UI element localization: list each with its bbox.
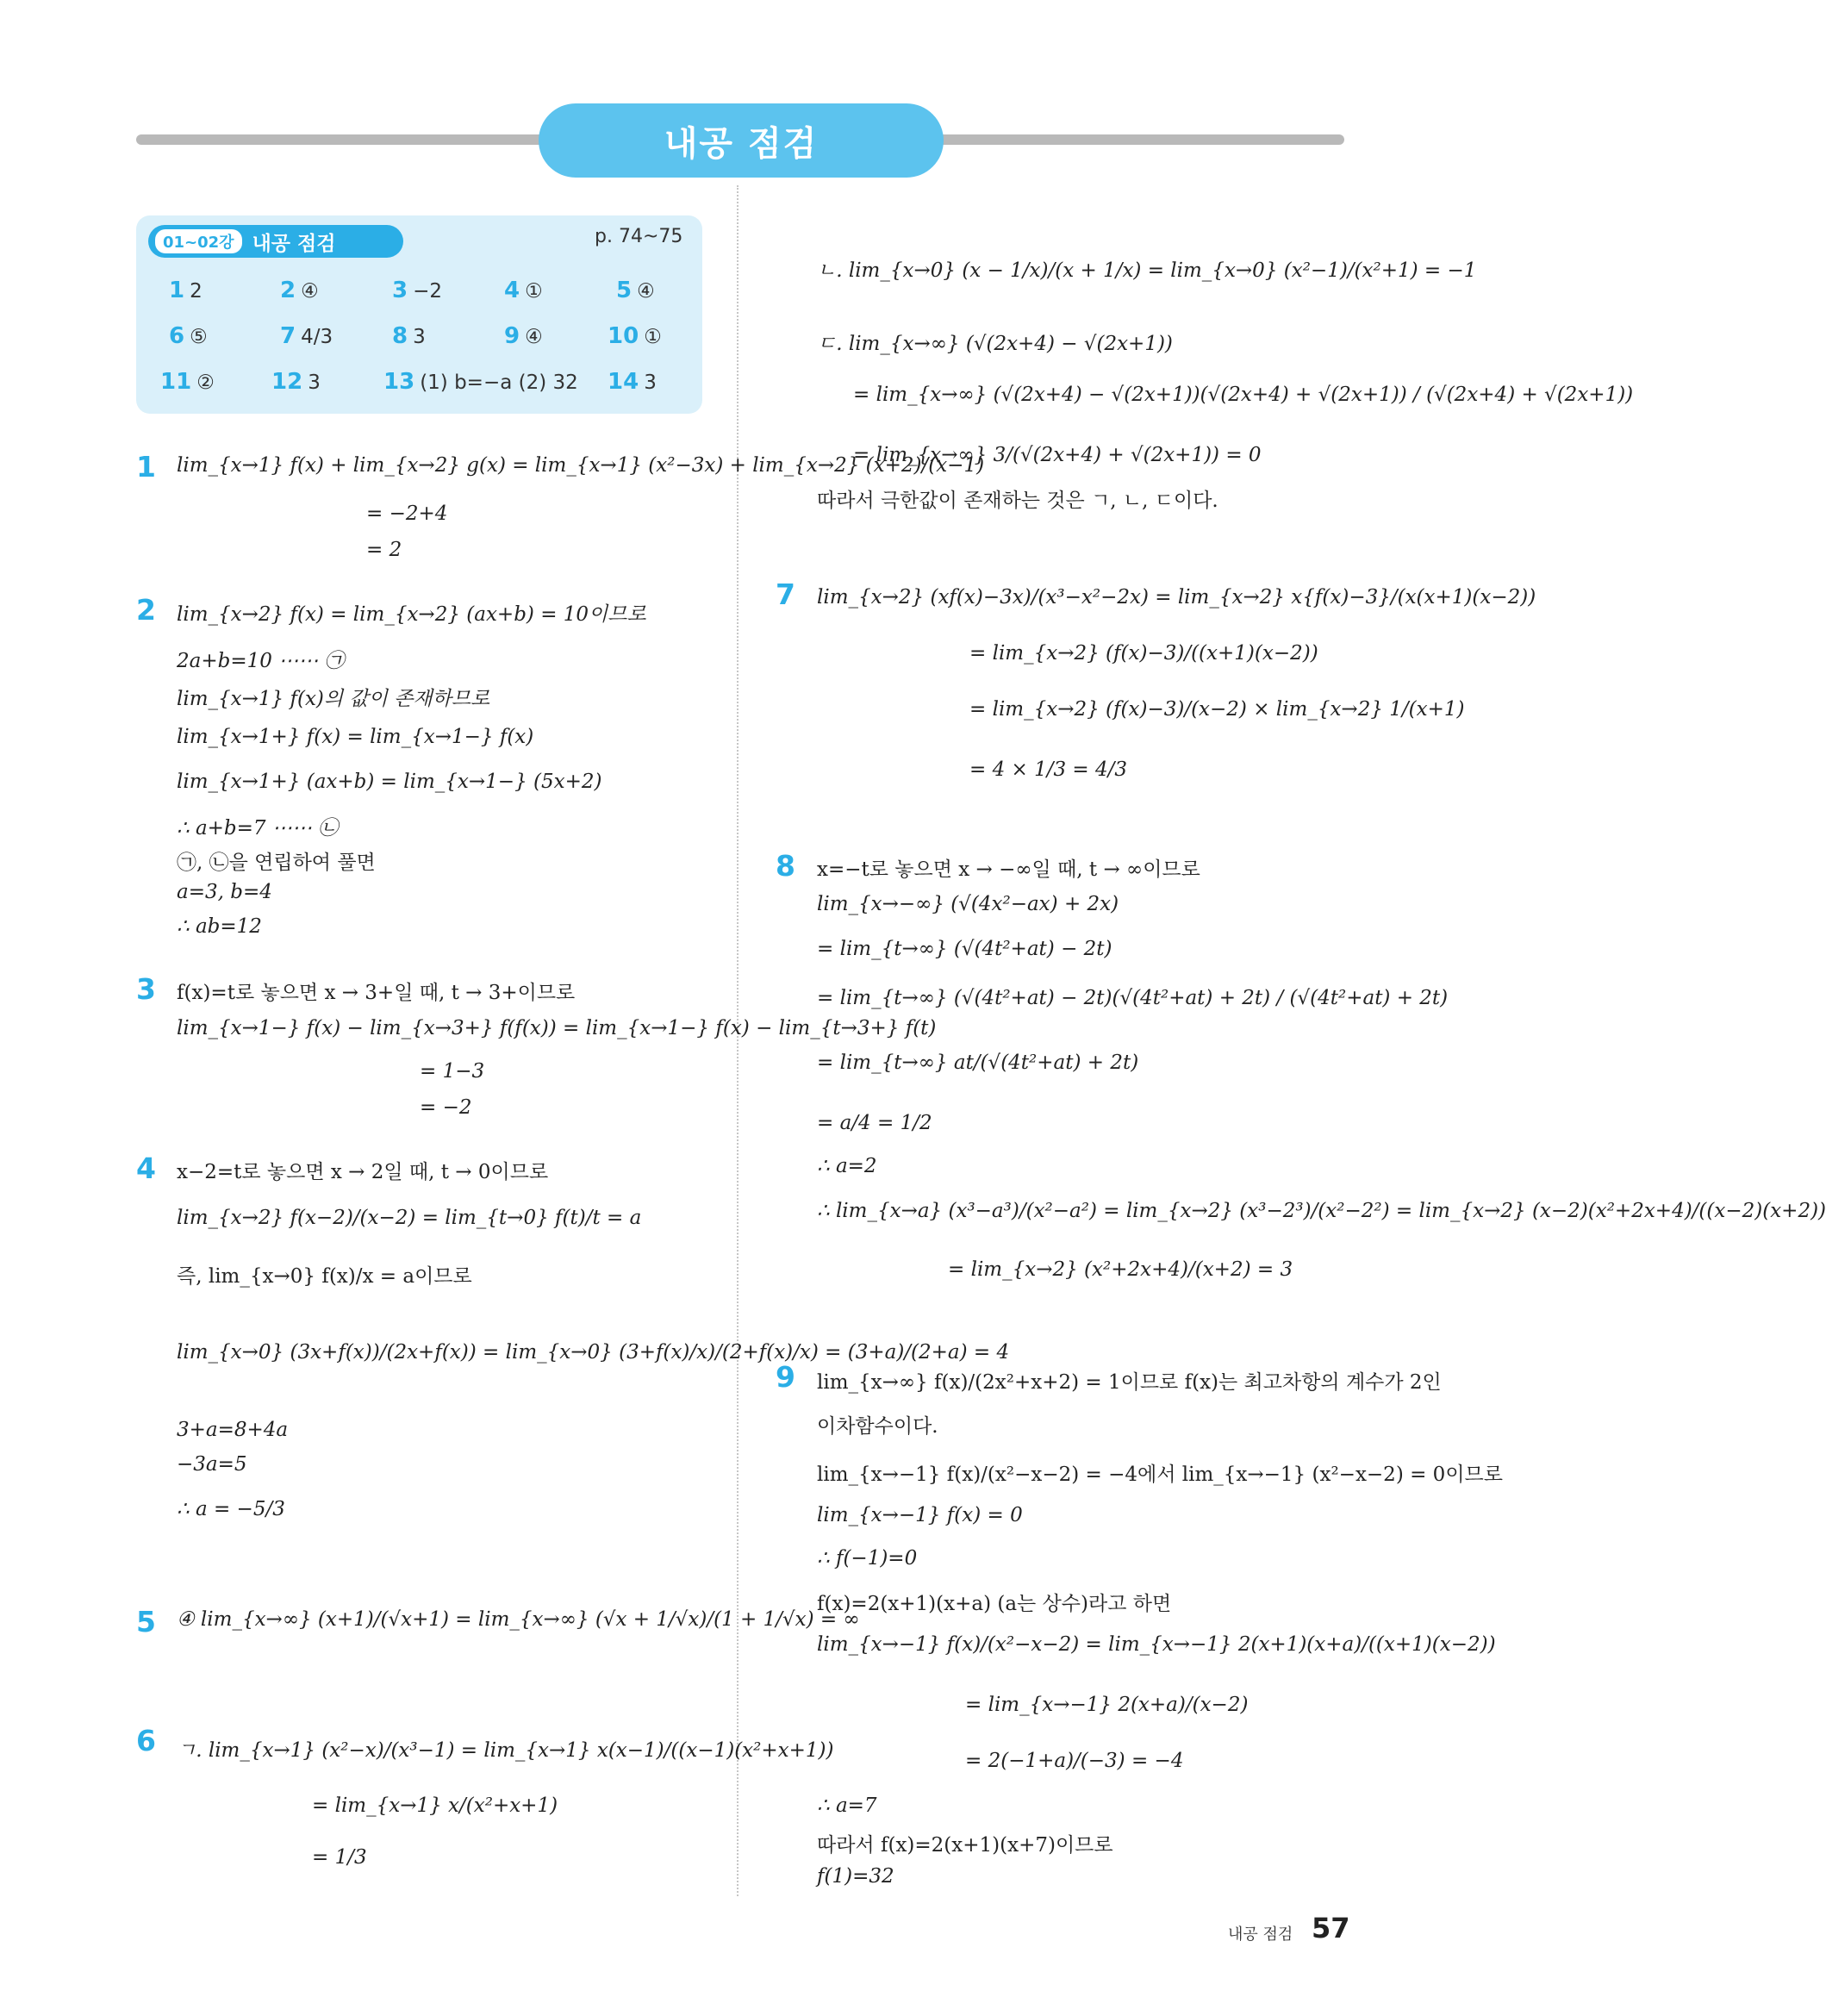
solution-line: lim_{x→∞} f(x)/(2x²+x+2) = 1이므로 f(x)는 최고차항의 계수가 2인 bbox=[817, 1371, 1442, 1394]
answer-item: 7 4/3 bbox=[280, 323, 333, 349]
solution-line: = lim_{x→2} (f(x)−3)/(x−2) × lim_{x→2} 1/(x+1) bbox=[969, 698, 1465, 721]
solution-line: lim_{x→1} f(x)의 값이 존재하므로 bbox=[177, 688, 490, 710]
solution-line: = lim_{x→2} (x²+2x+4)/(x+2) = 3 bbox=[948, 1258, 1293, 1281]
question-number: 8 bbox=[776, 849, 795, 883]
answer-box-title: 내공 점검 bbox=[252, 232, 336, 255]
solution-line: −3a=5 bbox=[177, 1453, 247, 1476]
answer-item: 1 2 bbox=[169, 278, 203, 303]
solution-line: = lim_{t→∞} at/(√(4t²+at) + 2t) bbox=[817, 1052, 1139, 1074]
solution-line: ㄱ. lim_{x→1} (x²−x)/(x³−1) = lim_{x→1} x(x−1)/((x−1)(x²+x+1)) bbox=[177, 1739, 834, 1762]
answer-box-pages: p. 74~75 bbox=[595, 226, 683, 247]
solution-line: ∴ a=2 bbox=[817, 1155, 877, 1177]
question-number: 6 bbox=[136, 1724, 156, 1757]
answer-box-tag bbox=[148, 225, 403, 258]
answer-item: 6 ⑤ bbox=[169, 323, 208, 349]
solution-line: ∴ a=7 bbox=[817, 1794, 877, 1817]
header-rule-left bbox=[136, 134, 550, 145]
column-divider bbox=[737, 185, 739, 1896]
solution-line: ∴ ab=12 bbox=[177, 915, 262, 938]
solution-line: = 2 bbox=[366, 539, 402, 561]
solution-line: 3+a=8+4a bbox=[177, 1419, 289, 1441]
solution-line: lim_{x→−1} f(x) = 0 bbox=[817, 1504, 1023, 1526]
solution-line: = lim_{x→−1} 2(x+a)/(x−2) bbox=[965, 1694, 1249, 1716]
footer-label: 내공 점검 bbox=[1228, 1925, 1293, 1944]
question-number: 7 bbox=[776, 577, 795, 611]
solution-line: ④ lim_{x→∞} (x+1)/(√x+1) = lim_{x→∞} (√x + 1/√x)/(1 + 1/√x) = ∞ bbox=[177, 1608, 860, 1631]
answer-item: 11 ② bbox=[160, 369, 215, 395]
solution-line: ∴ f(−1)=0 bbox=[817, 1547, 918, 1570]
page-number: 57 bbox=[1312, 1912, 1350, 1944]
answer-item: 14 3 bbox=[608, 369, 657, 395]
solution-line: = lim_{t→∞} (√(4t²+at) − 2t)(√(4t²+at) + 2t) / (√(4t²+at) + 2t) bbox=[817, 987, 1449, 1009]
question-number: 9 bbox=[776, 1360, 795, 1394]
solution-line: lim_{x→2} (xf(x)−3x)/(x³−x²−2x) = lim_{x→2} x{f(x)−3}/(x(x+1)(x−2)) bbox=[817, 586, 1536, 609]
solution-line: ∴ a+b=7 ⋯⋯ ㉡ bbox=[177, 817, 339, 839]
solution-line: 따라서 f(x)=2(x+1)(x+7)이므로 bbox=[817, 1834, 1113, 1857]
solution-line: a=3, b=4 bbox=[177, 881, 272, 903]
solution-line: f(x)=2(x+1)(x+a) (a는 상수)라고 하면 bbox=[817, 1593, 1172, 1615]
page-title: 내공 점검 bbox=[539, 103, 944, 178]
solution-line: lim_{x→−∞} (√(4x²−ax) + 2x) bbox=[817, 893, 1119, 915]
solution-line: lim_{x→1+} f(x) = lim_{x→1−} f(x) bbox=[177, 726, 534, 748]
solution-line: = lim_{x→∞} 3/(√(2x+4) + √(2x+1)) = 0 bbox=[853, 444, 1262, 466]
question-number: 3 bbox=[136, 972, 156, 1006]
solution-line: = −2 bbox=[420, 1096, 472, 1119]
lecture-chip: 01~02강 bbox=[155, 229, 242, 253]
solution-line: ∴ a = −5/3 bbox=[177, 1498, 285, 1520]
solution-line: = −2+4 bbox=[366, 502, 448, 525]
answer-item: 5 ④ bbox=[616, 278, 655, 303]
solution-line: ㄷ. lim_{x→∞} (√(2x+4) − √(2x+1)) bbox=[817, 333, 1173, 355]
solution-line: ㉠, ㉡을 연립하여 풀면 bbox=[177, 852, 376, 874]
answer-item: 2 ④ bbox=[280, 278, 319, 303]
solution-line: ㄴ. lim_{x→0} (x − 1/x)/(x + 1/x) = lim_{x→0} (x²−1)/(x²+1) = −1 bbox=[817, 259, 1477, 282]
answer-item: 8 3 bbox=[392, 323, 426, 349]
solution-line: f(x)=t로 놓으면 x → 3+일 때, t → 3+이므로 bbox=[177, 982, 576, 1004]
solution-line: = a/4 = 1/2 bbox=[817, 1112, 932, 1134]
question-number: 1 bbox=[136, 450, 156, 484]
solution-line: lim_{x→−1} f(x)/(x²−x−2) = lim_{x→−1} 2(x+1)(x+a)/((x+1)(x−2)) bbox=[817, 1633, 1496, 1656]
answer-item: 3 −2 bbox=[392, 278, 442, 303]
solution-line: ∴ lim_{x→a} (x³−a³)/(x²−a²) = lim_{x→2} (x³−2³)/(x²−2²) = lim_{x→2} (x−2)(x²+2x+4)/((x−2)(x+2)) bbox=[817, 1200, 1826, 1222]
solution-line: = lim_{x→1} x/(x²+x+1) bbox=[312, 1794, 558, 1817]
answer-item: 10 ① bbox=[608, 323, 662, 349]
solution-line: lim_{x→2} f(x) = lim_{x→2} (ax+b) = 10이므로 bbox=[177, 603, 646, 626]
solution-line: = 4 × 1/3 = 4/3 bbox=[969, 758, 1128, 781]
answer-item: 4 ① bbox=[504, 278, 543, 303]
answer-item: 9 ④ bbox=[504, 323, 543, 349]
solution-line: = 2(−1+a)/(−3) = −4 bbox=[965, 1750, 1184, 1772]
solution-line: = lim_{x→∞} (√(2x+4) − √(2x+1))(√(2x+4) + √(2x+1)) / (√(2x+4) + √(2x+1)) bbox=[853, 384, 1634, 406]
solution-line: lim_{x→1+} (ax+b) = lim_{x→1−} (5x+2) bbox=[177, 771, 602, 793]
solution-line: x−2=t로 놓으면 x → 2일 때, t → 0이므로 bbox=[177, 1161, 549, 1183]
solution-line: lim_{x→2} f(x−2)/(x−2) = lim_{t→0} f(t)/t = a bbox=[177, 1207, 642, 1229]
solution-line: 2a+b=10 ⋯⋯ ㉠ bbox=[177, 650, 345, 672]
solution-line: f(1)=32 bbox=[817, 1865, 894, 1888]
solution-line: lim_{x→0} (3x+f(x))/(2x+f(x)) = lim_{x→0} (3+f(x)/x)/(2+f(x)/x) = (3+a)/(2+a) = 4 bbox=[177, 1341, 1010, 1364]
question-number: 5 bbox=[136, 1605, 156, 1638]
answer-item: 12 3 bbox=[271, 369, 321, 395]
header-rule-right bbox=[931, 134, 1344, 145]
solution-line: 즉, lim_{x→0} f(x)/x = a이므로 bbox=[177, 1265, 472, 1288]
answer-item: 13 (1) b=−a (2) 32 bbox=[383, 369, 578, 395]
solution-line: lim_{x→1−} f(x) − lim_{x→3+} f(f(x)) = lim_{x→1−} f(x) − lim_{t→3+} f(t) bbox=[177, 1017, 937, 1039]
solution-line: = lim_{t→∞} (√(4t²+at) − 2t) bbox=[817, 938, 1112, 960]
solution-line: x=−t로 놓으면 x → −∞일 때, t → ∞이므로 bbox=[817, 858, 1200, 881]
question-number: 4 bbox=[136, 1152, 156, 1185]
solution-line: = 1/3 bbox=[312, 1846, 367, 1869]
solution-line: 따라서 극한값이 존재하는 것은 ㄱ, ㄴ, ㄷ이다. bbox=[817, 490, 1218, 512]
solution-line: lim_{x→−1} f(x)/(x²−x−2) = −4에서 lim_{x→−1} (x²−x−2) = 0이므로 bbox=[817, 1464, 1503, 1486]
solution-line: = 1−3 bbox=[420, 1060, 485, 1083]
solution-line: lim_{x→1} f(x) + lim_{x→2} g(x) = lim_{x→1} (x²−3x) + lim_{x→2} (x+2)/(x−1) bbox=[177, 454, 985, 477]
solution-line: = lim_{x→2} (f(x)−3)/((x+1)(x−2)) bbox=[969, 642, 1318, 665]
solution-line: 이차함수이다. bbox=[817, 1415, 938, 1438]
question-number: 2 bbox=[136, 593, 156, 627]
